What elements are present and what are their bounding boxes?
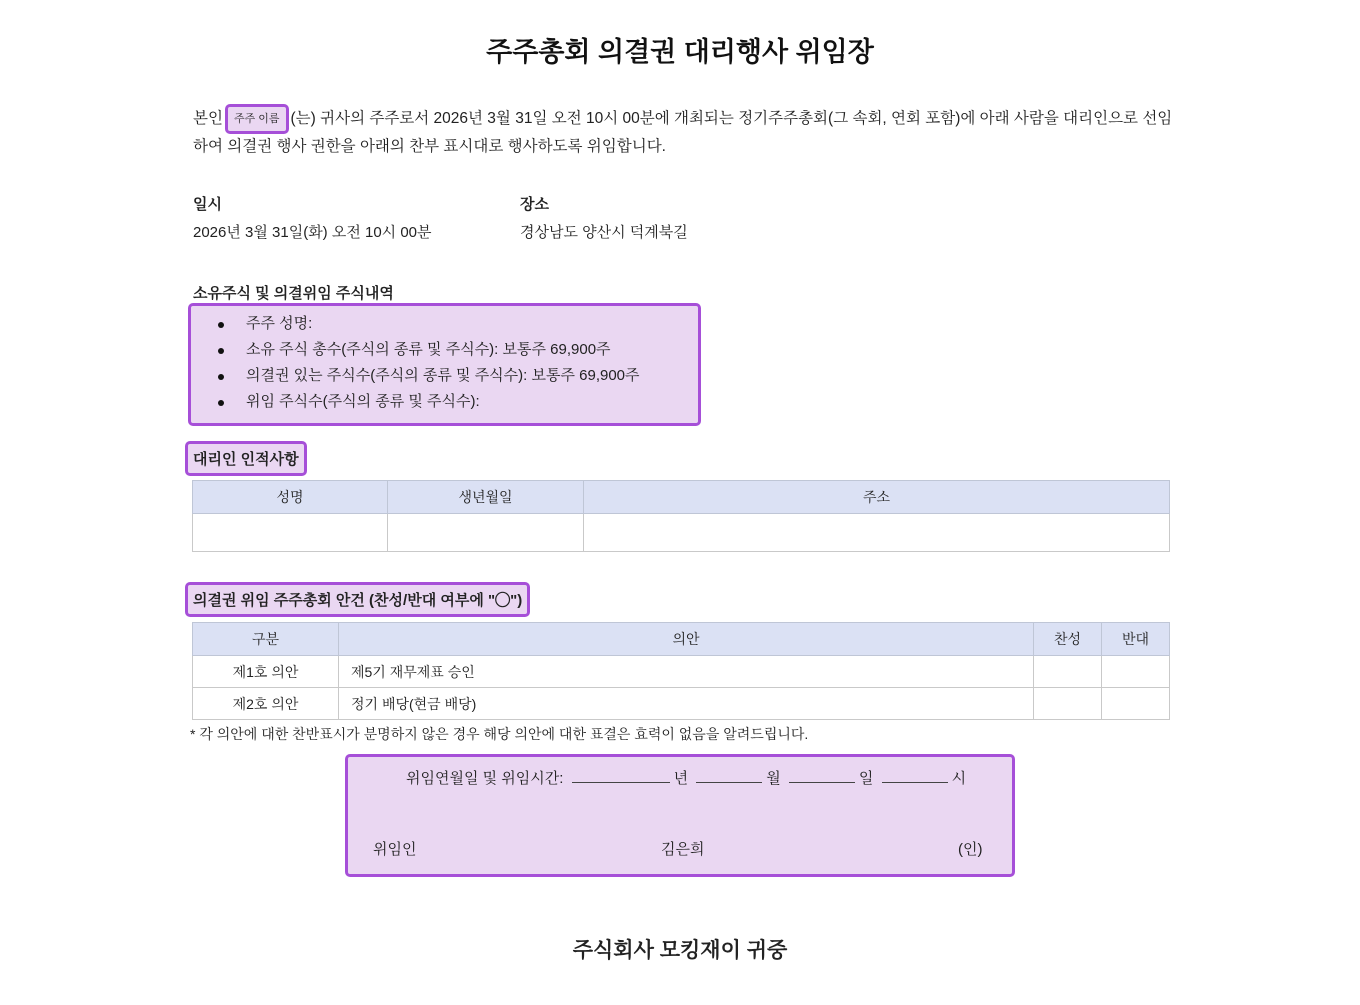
holdings-item: 주주 성명:: [246, 311, 698, 337]
agenda-table: [192, 622, 1170, 720]
proxy-table: [192, 480, 1170, 552]
against-cell[interactable]: [1102, 656, 1170, 688]
intro-prefix: 본인: [193, 110, 223, 128]
place-value: 경상남도 양산시 덕계북길: [520, 224, 688, 241]
month-label: 월: [766, 770, 781, 787]
proxy-name-cell[interactable]: [193, 514, 388, 552]
document-title: 주주총회 의결권 대리행사 위임장: [486, 37, 874, 67]
delegation-date-label: 위임연월일 및 위임시간:: [406, 770, 564, 787]
table-row: [193, 688, 1170, 720]
intro-paragraph: [193, 104, 1173, 160]
holdings-item: 위임 주식수(주식의 종류 및 주식수):: [246, 389, 698, 415]
delegator-name: 김은희: [661, 841, 705, 858]
seal-mark: (인): [958, 841, 983, 858]
for-cell[interactable]: [1034, 656, 1102, 688]
proxy-heading: 대리인 인적사항: [185, 441, 307, 476]
year-field[interactable]: [572, 782, 670, 783]
col-against: 반대: [1102, 623, 1170, 656]
col-birth: 생년월일: [388, 481, 584, 514]
signature-box: [345, 754, 1015, 877]
month-field[interactable]: [696, 782, 762, 783]
place-label: 장소: [520, 196, 549, 213]
holdings-item: 의결권 있는 주식수(주식의 종류 및 주식수): 보통주 69,900주: [246, 363, 698, 389]
hour-label: 시: [951, 770, 967, 787]
agenda-note: * 각 의안에 대한 찬반표시가 분명하지 않은 경우 해당 의안에 대한 표결은 효력이 없음을 알려드립니다.: [190, 726, 809, 742]
footer-addressee: 주식회사 모킹재이 귀중: [572, 939, 788, 962]
shareholder-name-field[interactable]: 주주 이름: [225, 104, 289, 134]
date-value: 2026년 3월 31일(화) 오전 10시 00분: [193, 224, 432, 241]
hour-field[interactable]: [882, 782, 948, 783]
col-name: 성명: [193, 481, 388, 514]
proxy-address-cell[interactable]: [584, 514, 1170, 552]
agenda-heading: 의결권 위임 주주총회 안건 (찬성/반대 여부에 "◯"): [185, 582, 530, 617]
agenda-no: 제2호 의안: [193, 688, 339, 720]
holdings-list: [188, 303, 701, 426]
year-label: 년: [673, 770, 689, 787]
day-label: 일: [858, 770, 874, 787]
agenda-item: 제5기 재무제표 승인: [339, 656, 1034, 688]
col-category: 구분: [193, 623, 339, 656]
holdings-item: 소유 주식 총수(주식의 종류 및 주식수): 보통주 69,900주: [246, 337, 698, 363]
table-row: [193, 656, 1170, 688]
delegator-label: 위임인: [373, 841, 417, 858]
day-field[interactable]: [789, 782, 855, 783]
col-item: 의안: [339, 623, 1034, 656]
col-for: 찬성: [1034, 623, 1102, 656]
proxy-birth-cell[interactable]: [388, 514, 584, 552]
agenda-no: 제1호 의안: [193, 656, 339, 688]
date-label: 일시: [193, 196, 222, 213]
agenda-item: 정기 배당(현금 배당): [339, 688, 1034, 720]
for-cell[interactable]: [1034, 688, 1102, 720]
against-cell[interactable]: [1102, 688, 1170, 720]
holdings-heading: 소유주식 및 의결위임 주식내역: [193, 285, 394, 302]
delegation-date-row: [406, 767, 966, 788]
intro-text: (는) 귀사의 주주로서 2026년 3월 31일 오전 10시 00분에 개최되는 정기주주총회(그 속회, 연회 포함)에 아래 사람을 대리인으로 선임하여 의결권 행사 권한을 아래의 찬부 표시대로 행사하도록 위임합니다.: [193, 110, 1173, 155]
col-address: 주소: [584, 481, 1170, 514]
